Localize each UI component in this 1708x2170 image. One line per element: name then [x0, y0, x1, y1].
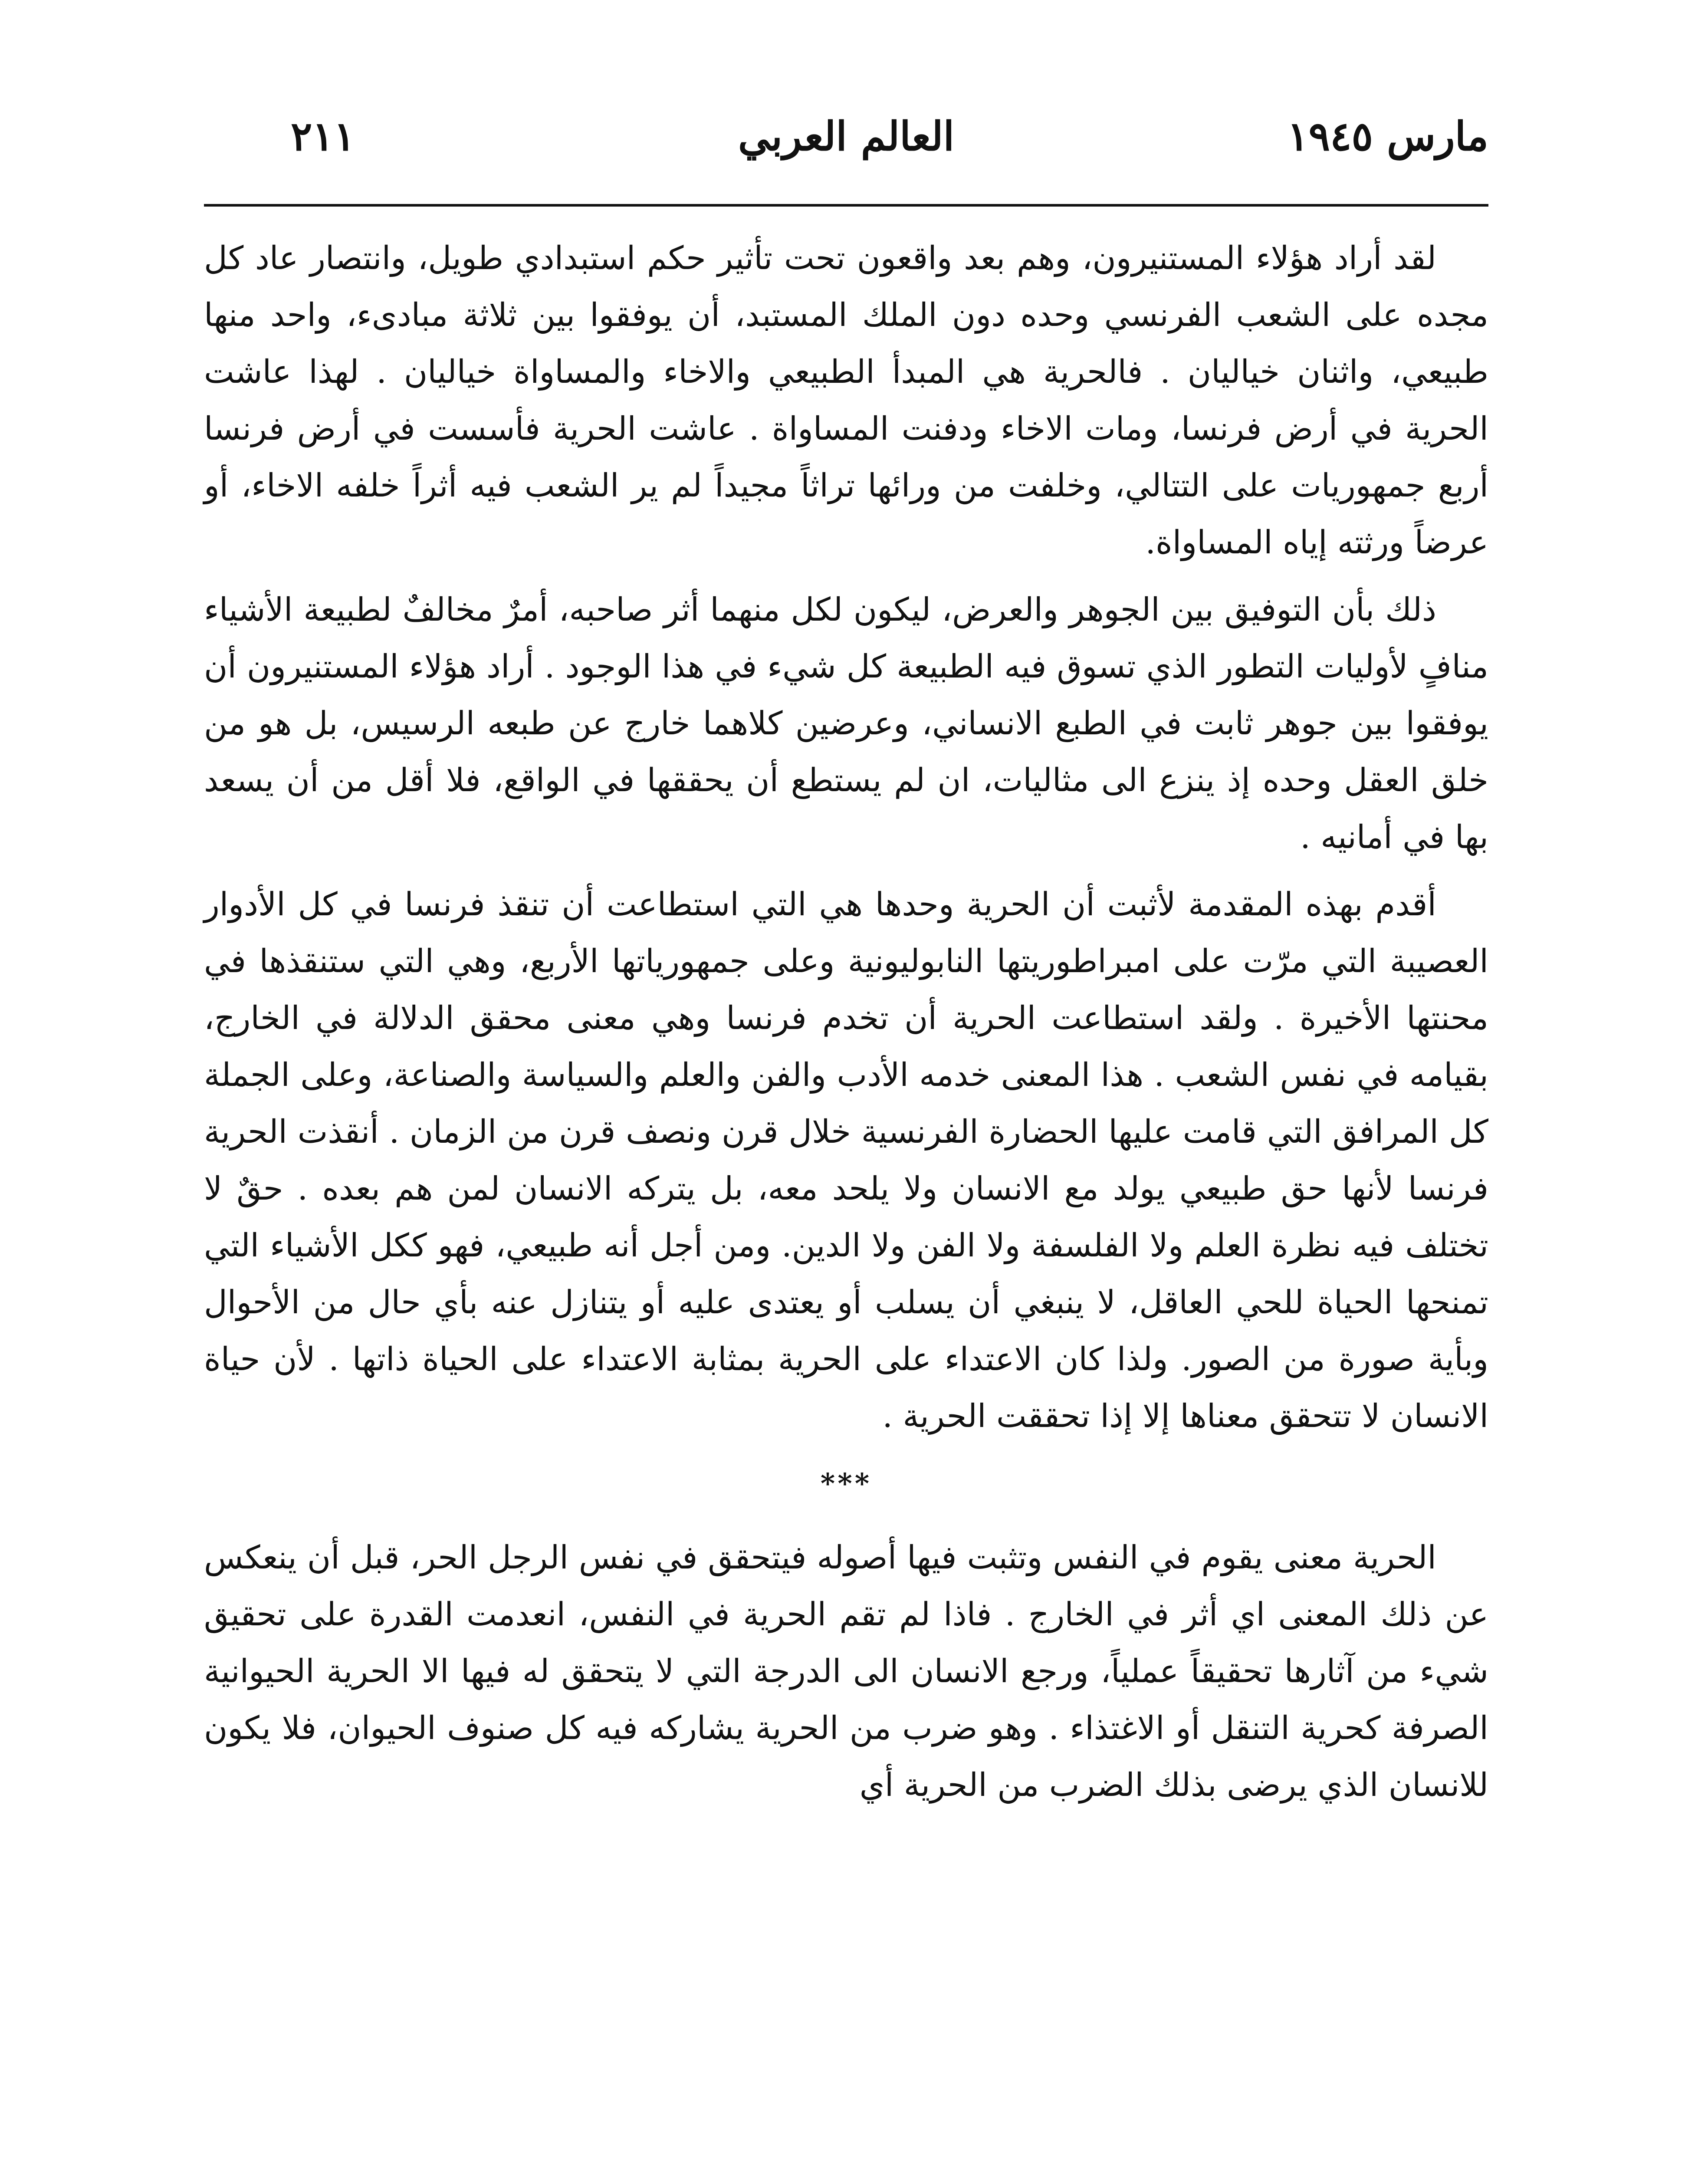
- paragraph-4: الحرية معنى يقوم في النفس وتثبت فيها أصوله فيتحقق في نفس الرجل الحر، قبل أن ينعكس عن ذلك المعنى اي أثر في الخارج . فاذا لم تقم الحرية في النفس، انعدمت القدرة على تحقيق شيء من آثارها تحقيقاً عملياً، ورجع الانسان الى الدرجة التي لا يتحقق له فيها الا الحرية الحيوانية الصرفة كحرية التنقل أو الاغتذاء . وهو ضرب من الحرية يشاركه فيه كل صنوف الحيوان، فلا يكون للانسان الذي يرضى بذلك الضرب من الحرية أي: [204, 1539, 1488, 1804]
- header-title: العالم العربي: [738, 113, 955, 160]
- paragraph-2: ذلك بأن التوفيق بين الجوهر والعرض، ليكون لكل منهما أثر صاحبه، أمرٌ مخالفٌ لطبيعة الأشياء منافٍ لأوليات التطور الذي تسوق فيه الطبيعة كل شيء في هذا الوجود . أراد هؤلاء المستنيرون أن يوفقوا بين جوهر ثابت في الطبع الانساني، وعرضين كلاهما خارج عن طبعه الرسيس، بل هو من خلق العقل وحده إذ ينزع الى مثاليات، ان لم يستطع أن يحققها في الواقع، فلا أقل من أن يسعد بها في أمانيه .: [204, 591, 1488, 856]
- section-separator: ***: [820, 1467, 872, 1500]
- document-page: [204, 104, 1488, 2170]
- page-header: [204, 104, 1488, 178]
- page-number: ٢١١: [291, 113, 355, 160]
- paragraph-1: لقد أراد هؤلاء المستنيرون، وهم بعد واقعون تحت تأثير حكم استبدادي طويل، وانتصار عاد كل مجده على الشعب الفرنسي وحده دون الملك المستبد، أن يوفقوا بين ثلاثة مبادىء، واحد منها طبيعي، واثنان خياليان . فالحرية هي المبدأ الطبيعي والاخاء والمساواة خياليان . لهذا عاشت الحرية في أرض فرنسا، ومات الاخاء ودفنت المساواة . عاشت الحرية فأسست في أرض فرنسا أربع جمهوريات على التتالي، وخلفت من ورائها تراثاً مجيداً لم ير الشعب فيه أثراً خلفه الاخاء، أو عرضاً ورثته إياه المساواة.: [204, 240, 1488, 561]
- body-text: [204, 230, 1488, 1824]
- header-rule: [204, 204, 1488, 207]
- paragraph-3: أقدم بهذه المقدمة لأثبت أن الحرية وحدها هي التي استطاعت أن تنقذ فرنسا في كل الأدوار العصيبة التي مرّت على امبراطوريتها النابوليونية وعلى جمهورياتها الأربع، وهي التي ستنقذها في محنتها الأخيرة . ولقد استطاعت الحرية أن تخدم فرنسا وهي معنى محقق الدلالة في الخارج، بقيامه في نفس الشعب . هذا المعنى خدمه الأدب والفن والعلم والسياسة والصناعة، وعلى الجملة كل المرافق التي قامت عليها الحضارة الفرنسية خلال قرن ونصف قرن من الزمان . أنقذت الحرية فرنسا لأنها حق طبيعي يولد مع الانسان ولا يلحد معه، بل يتركه الانسان لمن هم بعده . حقٌ لا تختلف فيه نظرة العلم ولا الفلسفة ولا الفن ولا الدين. ومن أجل أنه طبيعي، فهو ككل الأشياء التي تمنحها الحياة للحي العاقل، لا ينبغي أن يسلب أو يعتدى عليه أو يتنازل عنه بأي حال من الأحوال وبأية صورة من الصور. ولذا كان الاعتداء على الحرية بمثابة الاعتداء على الحياة ذاتها . لأن حياة الانسان لا تتحقق معناها إلا إذا تحققت الحرية .: [204, 886, 1488, 1435]
- header-date: مارس ١٩٤٥: [1287, 113, 1488, 160]
